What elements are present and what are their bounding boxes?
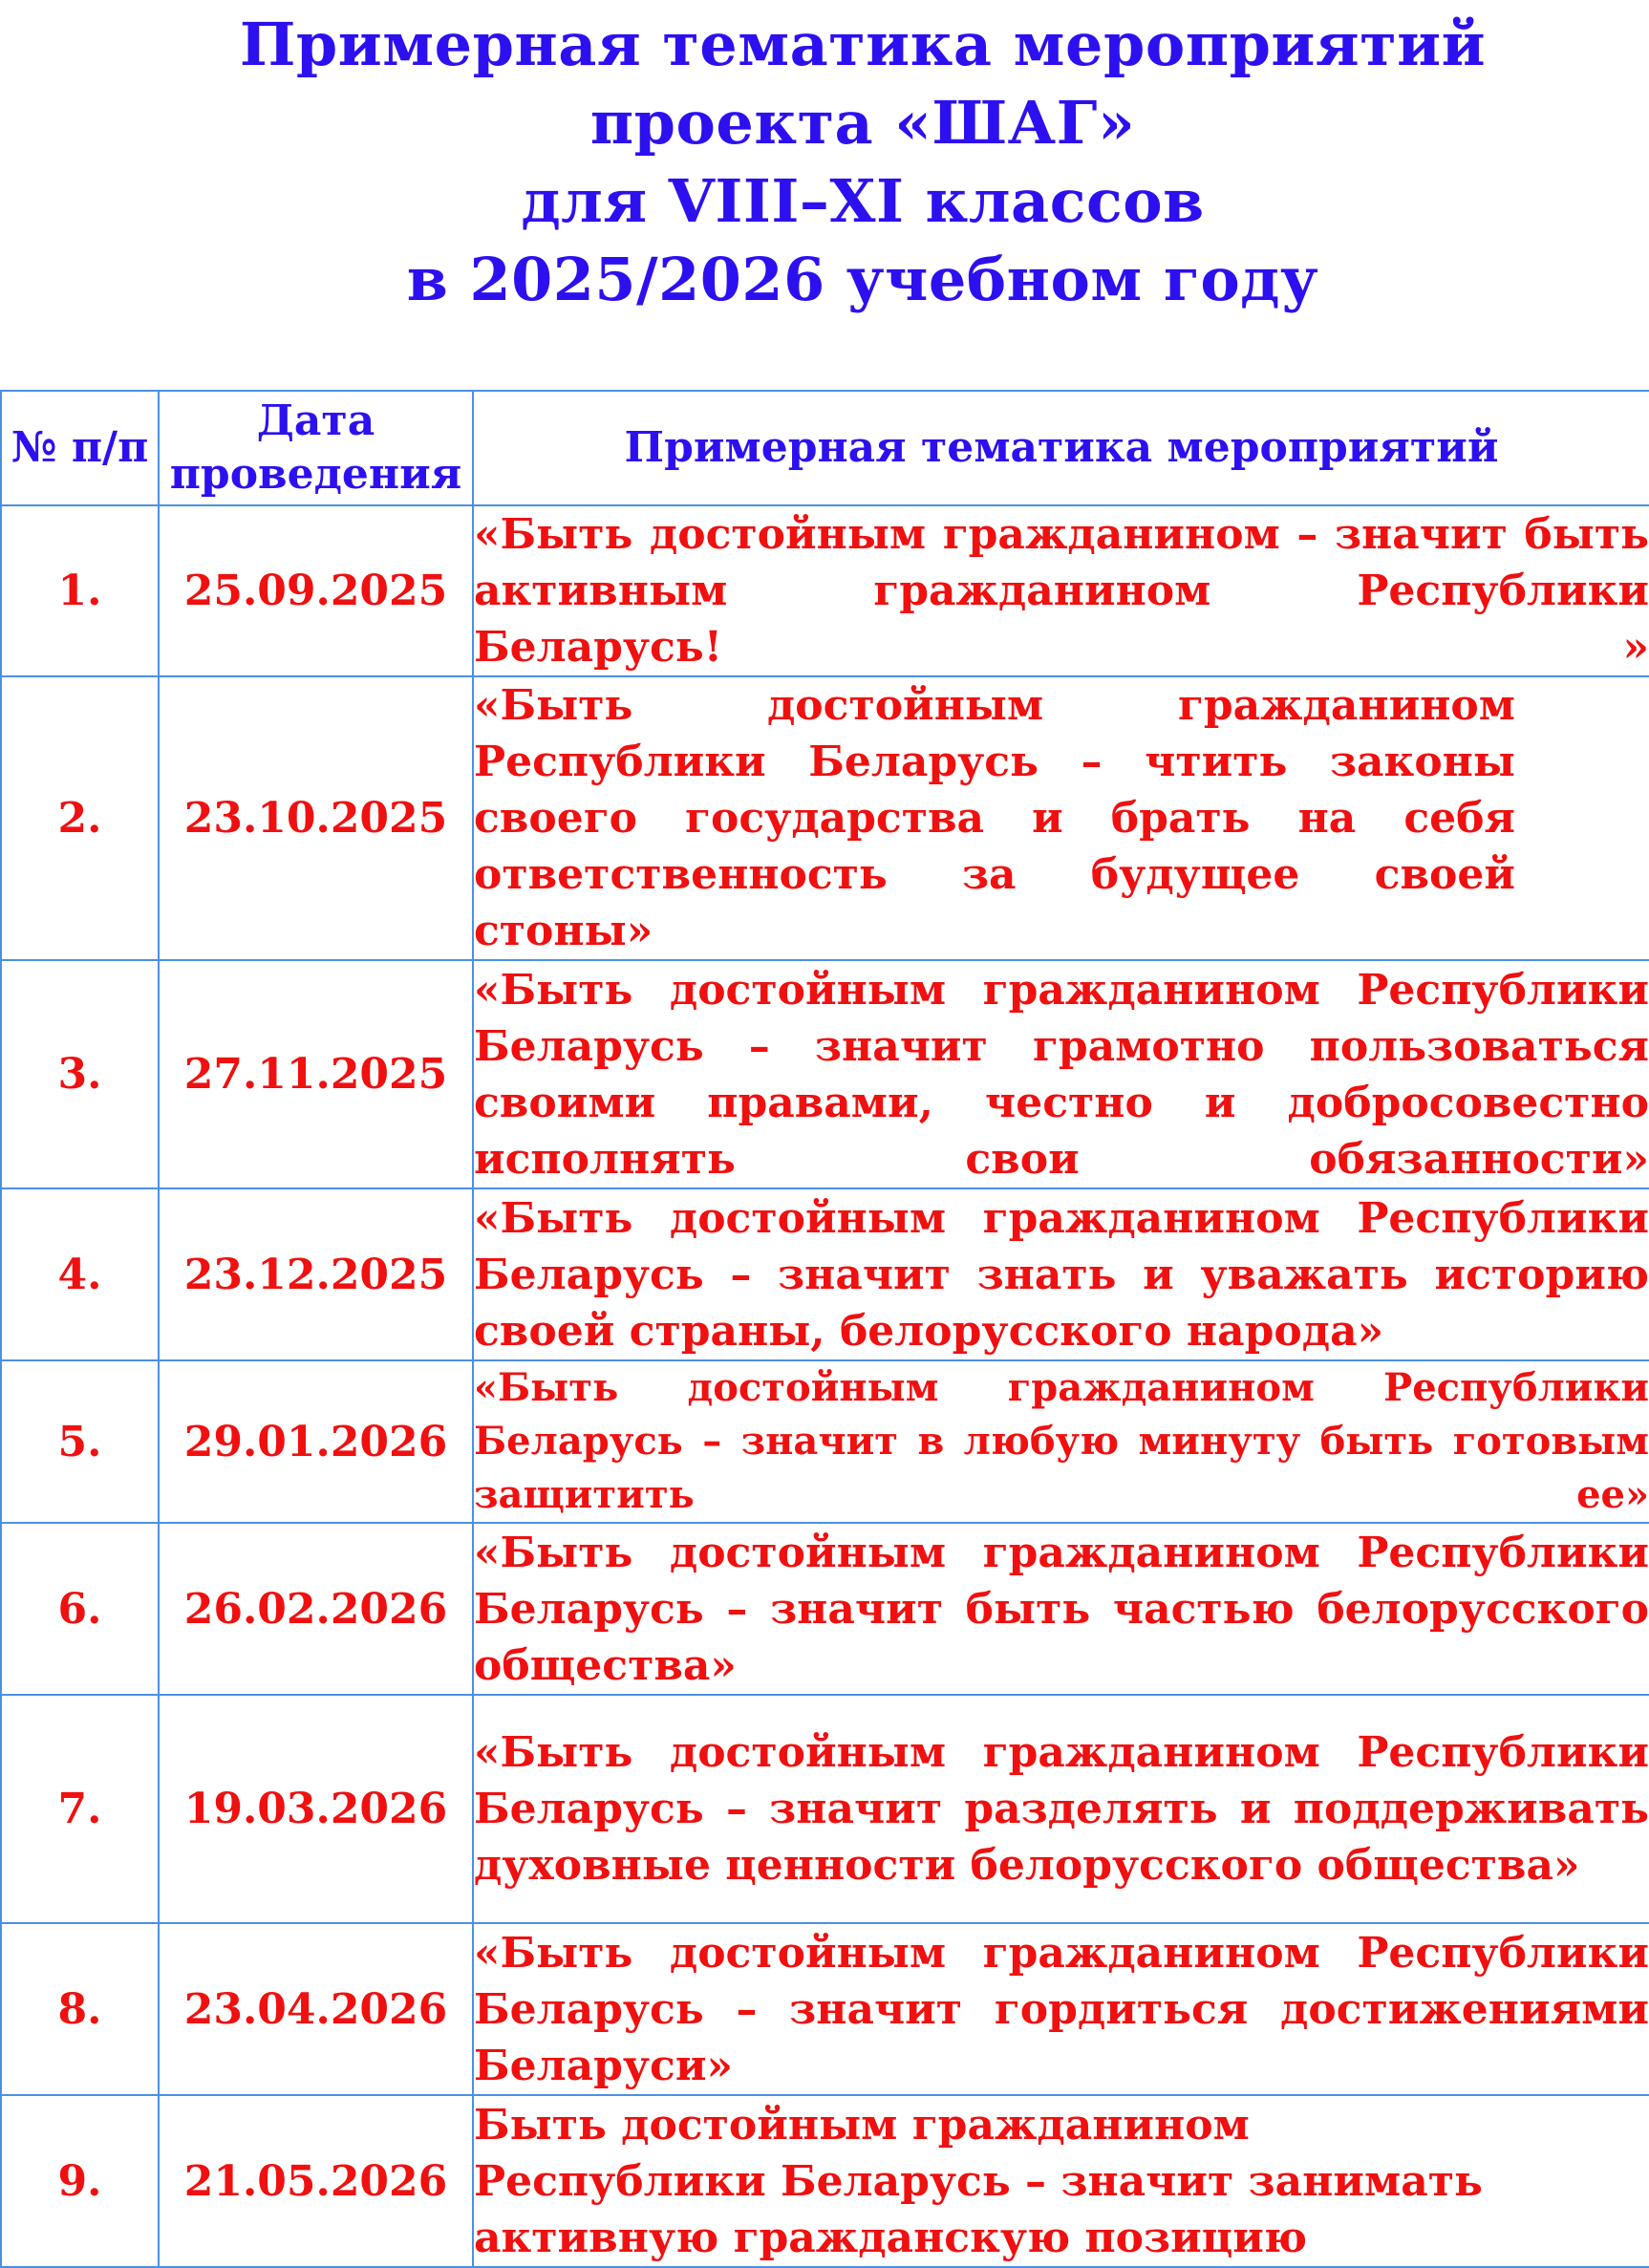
row-number: 4. (1, 1188, 159, 1360)
header-num: № п/п (1, 391, 159, 505)
table-row (1, 676, 1649, 960)
row-date: 23.04.2026 (159, 1923, 473, 2095)
document-title (0, 6, 1649, 319)
events-table (0, 390, 1649, 2268)
table-row (1, 2095, 1649, 2267)
row-number: 9. (1, 2095, 159, 2267)
row-number: 7. (1, 1695, 159, 1923)
row-number: 3. (1, 960, 159, 1188)
header-date-line-1: Дата (256, 396, 375, 445)
table-row (1, 960, 1649, 1188)
row-number: 6. (1, 1523, 159, 1695)
table-row (1, 505, 1649, 676)
row-theme: «Быть достойным гражданином Республики Беларусь – значит знать и уважать историю своей страны, белорусского народа» (473, 1188, 1649, 1360)
row-date: 25.09.2025 (159, 505, 473, 676)
title-line-2: проекта «ШАГ» (589, 88, 1136, 158)
row-number: 2. (1, 676, 159, 960)
title-line-1: Примерная тематика мероприятий (239, 10, 1487, 79)
table-row (1, 1188, 1649, 1360)
row-theme: «Быть достойным гражданином Республики Беларусь – значит гордиться достижениями Беларуси» (473, 1923, 1649, 2095)
row-number: 8. (1, 1923, 159, 2095)
row-theme: «Быть достойным гражданином Республики Беларусь – значит быть частью белорусского общества» (473, 1523, 1649, 1695)
table-header-row (1, 391, 1649, 505)
row-date: 21.05.2026 (159, 2095, 473, 2267)
table-row (1, 1923, 1649, 2095)
row-date: 23.12.2025 (159, 1188, 473, 1360)
header-date-line-2: проведения (169, 450, 462, 499)
row-date: 23.10.2025 (159, 676, 473, 960)
row-date: 27.11.2025 (159, 960, 473, 1188)
row-theme: «Быть достойным гражданином Республики Беларусь – значит в любую минуту быть готовым защитить ее» (473, 1360, 1649, 1523)
table-row (1, 1360, 1649, 1523)
table-row (1, 1695, 1649, 1923)
row-number: 5. (1, 1360, 159, 1523)
row-date: 26.02.2026 (159, 1523, 473, 1695)
header-theme: Примерная тематика мероприятий (473, 391, 1649, 505)
header-date (159, 391, 473, 505)
row-number: 1. (1, 505, 159, 676)
title-line-3: для VIII–XI классов (521, 166, 1205, 236)
row-theme: «Быть достойным гражданином Республики Беларусь – значит разделять и поддерживать духовные ценности белорусского общества» (473, 1695, 1649, 1923)
table-row (1, 1523, 1649, 1695)
row-theme: «Быть достойным гражданином Республики Беларусь – значит грамотно пользоваться своими правами, честно и добросовестно исполнять свои обязанности» (473, 960, 1649, 1188)
title-line-4: в 2025/2026 учебном году (406, 245, 1319, 314)
row-date: 19.03.2026 (159, 1695, 473, 1923)
row-theme: Быть достойным гражданином Республики Беларусь – значит занимать активную гражданскую позицию (473, 2095, 1649, 2267)
row-theme: «Быть достойным гражданином Республики Беларусь – чтить законы своего государства и брать на себя ответственность за будущее своей стоны» (473, 676, 1649, 960)
row-theme: «Быть достойным гражданином – значит быть активным гражданином Республики Беларусь! » (473, 505, 1649, 676)
row-date: 29.01.2026 (159, 1360, 473, 1523)
